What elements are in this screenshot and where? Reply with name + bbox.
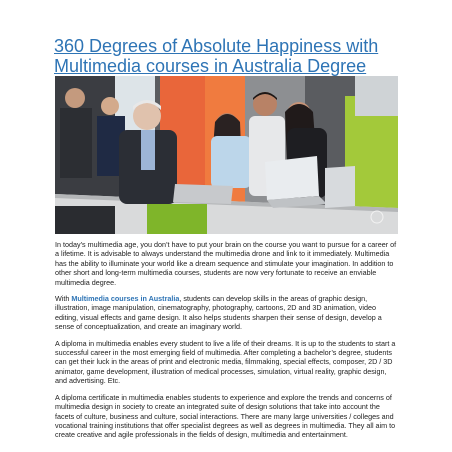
paragraph-2-prefix: With [55,294,72,304]
article-title[interactable] [54,36,404,76]
multimedia-courses-link[interactable]: Multimedia courses in Australia [71,294,180,304]
article-title-line-2[interactable]: Multimedia courses in Australia Degree [54,56,367,76]
classroom-photo [55,76,398,234]
paragraph-3: A diploma in multimedia enables every student to live a life of their dreams. It is up to the students to start a successful career in the most emerging field of multimedia. After completing a bachelor’s degree, students can get their luck in the areas of print and electronic media, filmmaking, special effects, composer, 2D / 3D animator, game development, illustration of medical processes, simulation, virtual reality, graphic design, and advertising. Etc. [55,338,396,386]
article-title-line-1[interactable]: 360 Degrees of Absolute Happiness with [54,36,379,56]
paragraph-2 [55,294,400,332]
paragraph-2-suffix: , students can develop skills in the areas of graphic design, illustration, image manipulation, cinematography, photography, cartoons, 2D and 3D animation, video editing, visual effects and game design. It also helps students sharpen their sense of design, develop a sense of conceptualization, and create an imaginary world. [55,294,382,332]
article-body [55,240,400,447]
paragraph-4: A diploma certificate in multimedia enables students to experience and explore the trends and concerns of multimedia design in society to create an integrated suite of design solutions that take into account the facets of culture, business and culture, social interactions. There are many large universities / colleges and vocational training institutions that offer specialist degrees as well as degrees in multimedia. They all aim to create creative and agile professionals in the fields of design, multimedia and entertainment. [55,392,396,440]
paragraph-1: In today’s multimedia age, you don’t have to put your brain on the course you want to pursue for a career of a lifetime. It is advisable to always understand the multimedia drone and link to it immediately. Multimedia has the ability to illuminate your world like a dream sequence and stimulate your imagination. In addition to other short and long-term multimedia courses, students are now very fortunate to receive an enviable multimedia degree. [55,240,397,287]
